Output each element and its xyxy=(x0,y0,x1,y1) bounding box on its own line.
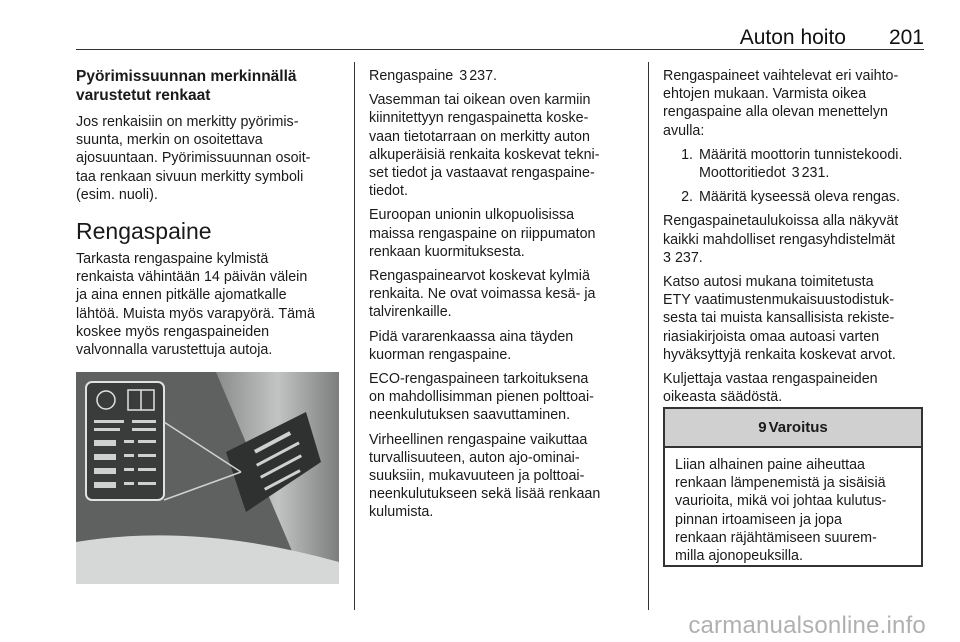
text-line: rengaspaine alla olevan menettelyn xyxy=(663,104,888,121)
list-number: 2. xyxy=(681,189,693,206)
column-2 xyxy=(369,67,631,528)
paragraph xyxy=(76,113,344,204)
list-text xyxy=(699,188,925,206)
text-line: taa renkaan sivuun merkitty symboli xyxy=(76,168,304,185)
text-line: ECO-rengaspaineen tarkoituksena xyxy=(369,371,589,388)
text-line: kiinnitettyyn rengaspainetta koske- xyxy=(369,110,589,127)
text-line: ehtojen mukaan. Varmista oikea xyxy=(663,86,867,103)
text-line: Pidä vararenkaassa aina täyden xyxy=(369,328,574,345)
column-divider-1 xyxy=(354,62,355,610)
text-line: set tiedot ja vastaavat rengaspaine- xyxy=(369,165,595,182)
text-line: ja aina ennen pitkälle ajomatkalle xyxy=(76,287,287,304)
text-line: (esim. nuoli). xyxy=(76,186,158,203)
list-number: 1. xyxy=(681,146,693,163)
text-line: renkaan lämpenemistä ja sisäisiä xyxy=(675,475,886,492)
text-line xyxy=(699,164,925,182)
text-line: hyväksyttyjä renkaita koskevat arvot. xyxy=(663,346,896,363)
text-line: on mahdollisimman pienen polttoai- xyxy=(369,389,594,406)
text-line: tiedot. xyxy=(369,183,408,200)
text-line: alkuperäisiä renkaita koskevat tekni- xyxy=(369,146,600,163)
text-fragment: Moottoritiedot xyxy=(699,165,786,182)
list-item xyxy=(663,146,925,182)
text-line: Määritä kyseessä oleva rengas. xyxy=(699,189,901,206)
subheading-line: varustetut renkaat xyxy=(76,87,211,104)
text-line: valvonnalla varustettuja autoja. xyxy=(76,342,273,359)
paragraph xyxy=(663,67,925,140)
list-text xyxy=(699,146,925,182)
page-ref-icon: 3 xyxy=(459,68,468,84)
text-line: Määritä moottorin tunnistekoodi. xyxy=(699,146,903,163)
text-line: koskee myös rengaspaineiden xyxy=(76,323,270,340)
text-line: Vasemman tai oikean oven karmiin xyxy=(369,92,591,109)
page-ref: 237. xyxy=(674,249,703,266)
text-line: kulumista. xyxy=(369,504,434,521)
subheading xyxy=(76,67,344,105)
paragraph xyxy=(369,91,631,200)
text-line: pinnan irtoamiseen ja jopa xyxy=(675,511,842,528)
text-line: renkaan räjähtämiseen suurem- xyxy=(675,529,877,546)
text-line: milla ajonopeuksilla. xyxy=(675,548,803,565)
text-line: renkaan kuormituksesta. xyxy=(369,243,525,260)
text-line: ajosuuntaan. Pyörimissuunnan osoit- xyxy=(76,150,311,167)
warning-body xyxy=(665,448,921,573)
paragraph xyxy=(663,370,925,406)
section-title: Auton hoito xyxy=(739,26,846,49)
text-line: riasiakirjoista omaa autoasi varten xyxy=(663,328,880,345)
text-line: oikeasta säädöstä. xyxy=(663,389,783,406)
warning-header xyxy=(665,409,921,448)
text-line: kaikki mahdolliset rengasyhdistelmät xyxy=(663,231,896,248)
page-ref: 231. xyxy=(801,165,830,182)
paragraph xyxy=(369,431,631,522)
text-line: ETY vaatimustenmukaisuustodistuk- xyxy=(663,292,894,309)
text-line: Tarkasta rengaspaine kylmistä xyxy=(76,251,269,268)
text-line: Katso autosi mukana toimitetusta xyxy=(663,274,874,291)
text-line: Kuljettaja vastaa rengaspaineiden xyxy=(663,371,878,388)
text-line: neenkulutuksen saavuttaminen. xyxy=(369,407,571,424)
warning-box xyxy=(663,407,923,567)
paragraph xyxy=(369,370,631,425)
text-line: Rengaspainearvot koskevat kylmiä xyxy=(369,268,590,285)
photo-illustration xyxy=(76,372,339,584)
text-line: avulla: xyxy=(663,122,705,139)
paragraph xyxy=(369,67,631,85)
column-3 xyxy=(663,67,925,412)
text-line: vaan tietotarraan on merkitty auton xyxy=(369,128,590,145)
page-ref: 237. xyxy=(469,68,498,84)
text-line: maissa rengaspaine on riippumaton xyxy=(369,225,596,242)
text-line: Rengaspaine xyxy=(369,68,454,84)
subheading-line: Pyörimissuunnan merkinnällä xyxy=(76,68,297,85)
text-line: lähtöä. Muista myös varapyörä. Tämä xyxy=(76,305,315,322)
page-ref-icon: 3 xyxy=(663,249,671,266)
header-rule xyxy=(76,49,924,50)
text-line: renkaita. Ne ovat voimassa kesä- ja xyxy=(369,286,596,303)
paragraph xyxy=(663,212,925,267)
watermark: carmanualsonline.info xyxy=(688,612,926,639)
warning-title: Varoitus xyxy=(768,419,828,436)
text-line: neenkulutukseen sekä lisää renkaan xyxy=(369,486,601,503)
paragraph xyxy=(369,328,631,364)
paragraph xyxy=(663,273,925,364)
column-1 xyxy=(76,67,344,365)
column-divider-2 xyxy=(648,62,649,610)
paragraph xyxy=(369,206,631,261)
text-line: turvallisuuteen, auton ajo-ominai- xyxy=(369,449,580,466)
page-header xyxy=(76,26,924,50)
text-line: sesta tai muista kansallisista rekiste- xyxy=(663,310,895,327)
text-line: Rengaspainetaulukoissa alla näkyvät xyxy=(663,213,899,230)
section-heading: Rengaspaine xyxy=(76,218,212,245)
list-item xyxy=(663,188,925,206)
paragraph xyxy=(76,250,344,359)
text-line xyxy=(663,249,925,267)
text-line: renkaista vähintään 14 päivän välein xyxy=(76,269,308,286)
text-line: Liian alhainen paine aiheuttaa xyxy=(675,457,865,473)
text-line: Rengaspaineet vaihtelevat eri vaihto- xyxy=(663,68,899,84)
text-line: talvirenkaille. xyxy=(369,304,452,321)
tire-pressure-label-photo xyxy=(76,372,339,584)
text-line: kuorman rengaspaine. xyxy=(369,346,512,363)
page-ref-icon: 3 xyxy=(791,165,800,182)
text-line: Jos renkaisiin on merkitty pyörimis- xyxy=(76,114,299,130)
page-number: 201 xyxy=(888,26,924,49)
text-line: suuksiin, mukavuuteen ja polttoai- xyxy=(369,468,585,485)
text-line: suunta, merkin on osoitettava xyxy=(76,132,263,149)
text-line: vaurioita, mikä voi johtaa kulutus- xyxy=(675,493,887,510)
warning-icon: 9 xyxy=(758,419,767,436)
paragraph xyxy=(369,267,631,322)
ordered-list xyxy=(663,146,925,207)
text-line: Virheellinen rengaspaine vaikuttaa xyxy=(369,431,588,448)
text-line: Euroopan unionin ulkopuolisissa xyxy=(369,207,575,224)
